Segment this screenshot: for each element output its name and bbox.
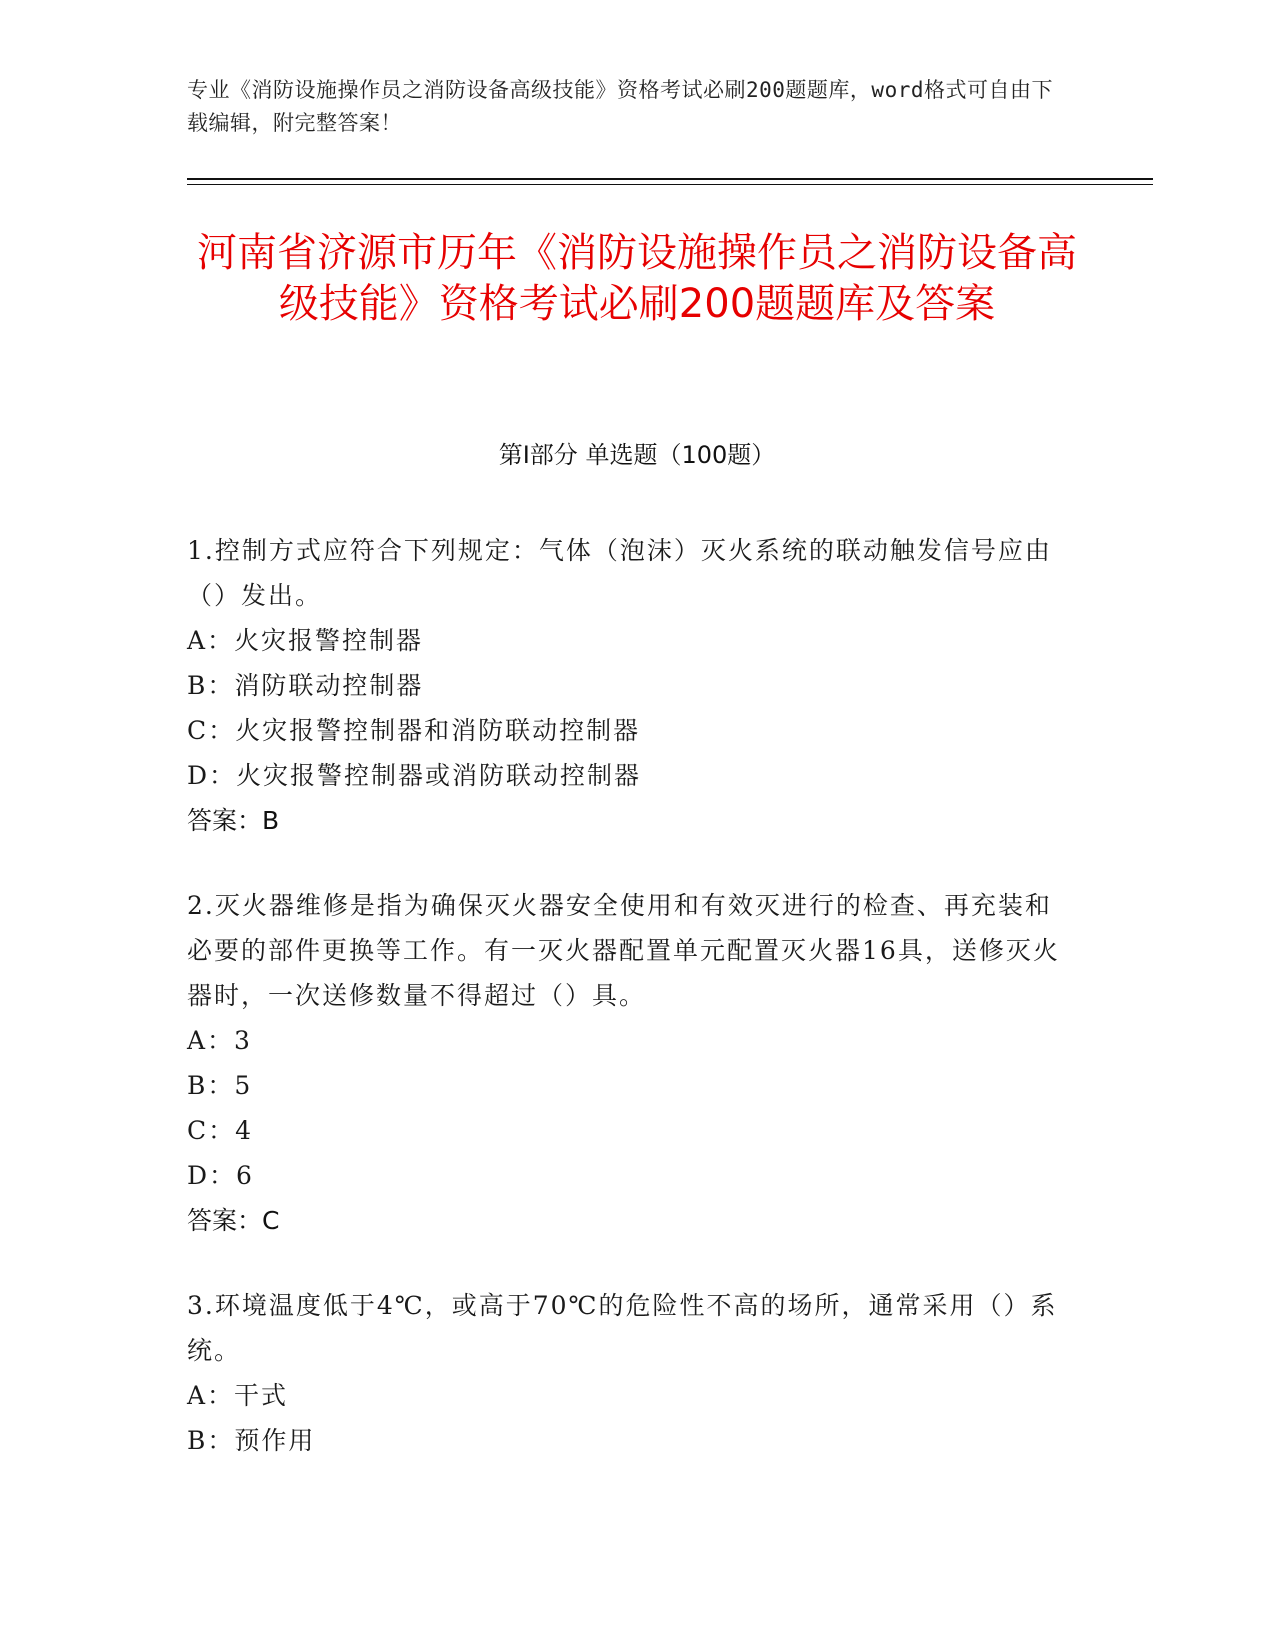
option-a: A：火灾报警控制器 [187, 626, 424, 655]
question-1 [187, 528, 1067, 843]
question-text: 2.灭火器维修是指为确保灭火器安全使用和有效灭进行的检查、再充装和必要的部件更换等工作。有一灭火器配置单元配置灭火器16具，送修灭火器时，一次送修数量不得超过（）具。 [187, 891, 1060, 1010]
answer: 答案：B [187, 806, 280, 835]
section-heading: 第Ⅰ部分 单选题（100题） [498, 441, 776, 469]
document-title: 河南省济源市历年《消防设施操作员之消防设备高级技能》资格考试必刷200题题库及答案 [197, 230, 1077, 327]
header-note: 专业《消防设施操作员之消防设备高级技能》资格考试必刷200题题库，word格式可自由下载编辑，附完整答案！ [187, 78, 1053, 135]
option-b: B：消防联动控制器 [187, 671, 424, 700]
question-2 [187, 883, 1067, 1243]
option-c: C：火灾报警控制器和消防联动控制器 [187, 716, 641, 745]
option-b: B：5 [187, 1071, 253, 1100]
question-text: 1.控制方式应符合下列规定：气体（泡沫）灭火系统的联动触发信号应由（）发出。 [187, 536, 1052, 610]
option-d: D：火灾报警控制器或消防联动控制器 [187, 761, 642, 790]
option-a: A：干式 [187, 1381, 289, 1410]
answer: 答案：C [187, 1206, 280, 1235]
question-list [187, 528, 1067, 1503]
question-3 [187, 1283, 1067, 1463]
header-divider-thick [187, 178, 1153, 180]
option-a: A：3 [187, 1026, 252, 1055]
option-c: C：4 [187, 1116, 254, 1145]
question-text: 3.环境温度低于4℃，或高于70℃的危险性不高的场所，通常采用（）系统。 [187, 1291, 1058, 1365]
option-d: D：6 [187, 1161, 254, 1190]
option-b: B：预作用 [187, 1426, 316, 1455]
header-divider-thin [187, 184, 1153, 185]
